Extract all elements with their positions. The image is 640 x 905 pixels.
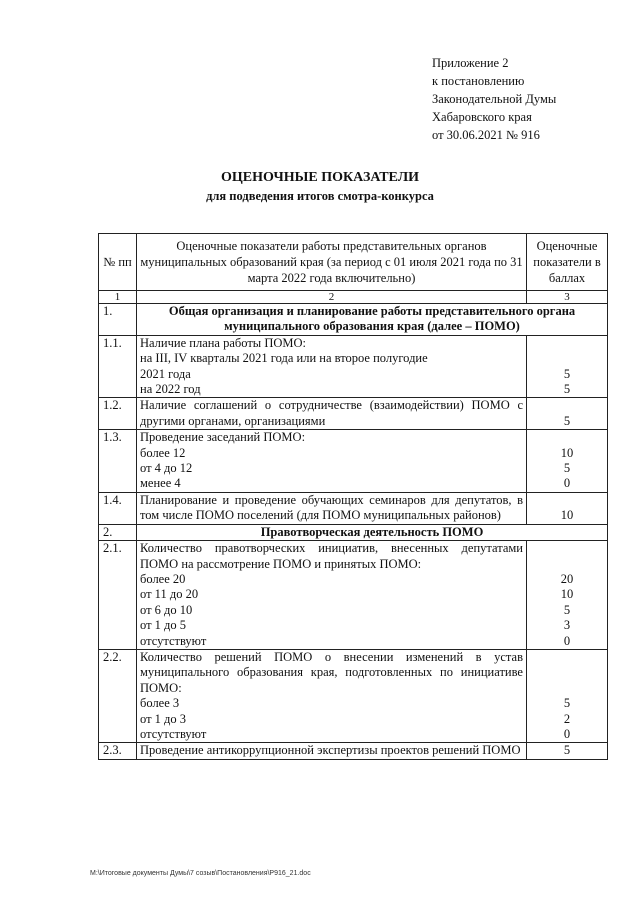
table-row xyxy=(99,492,608,524)
score-value: 5 xyxy=(563,382,571,397)
section-row xyxy=(99,524,608,540)
document-title xyxy=(0,168,640,205)
section-num: 1. xyxy=(99,304,137,336)
appendix-line: Законодательной Думы xyxy=(432,92,557,106)
row-line: от 1 до 5 xyxy=(140,618,187,633)
table-row xyxy=(99,743,608,759)
table-row xyxy=(99,335,608,398)
section-title: Общая организация и планирование работы представительного органа муниципального образования края (далее – ПОМО) xyxy=(137,304,608,336)
row-score xyxy=(527,430,608,493)
row-desc: Планирование и проведение обучающих семинаров для депутатов, в том числе ПОМО поселений (для ПОМО муниципальных районов) xyxy=(137,492,527,524)
row-score: 5 xyxy=(527,398,608,430)
col-number: 2 xyxy=(137,291,527,304)
col-number: 1 xyxy=(99,291,137,304)
column-number-row xyxy=(99,291,608,304)
header-score: Оценочные показатели в баллах xyxy=(527,234,608,291)
row-num: 1.2. xyxy=(99,398,137,430)
table-row xyxy=(99,398,608,430)
row-desc xyxy=(137,649,527,742)
table-row xyxy=(99,430,608,493)
row-line: отсутствуют xyxy=(140,633,207,648)
score-value: 10 xyxy=(560,587,574,602)
row-num: 1.3. xyxy=(99,430,137,493)
score-value: 3 xyxy=(563,618,571,633)
indicators-table xyxy=(98,233,608,760)
title-sub: для подведения итогов смотра-конкурса xyxy=(206,189,434,203)
row-line: более 20 xyxy=(140,571,186,586)
title-main: ОЦЕНОЧНЫЕ ПОКАЗАТЕЛИ xyxy=(220,170,420,185)
row-intro: Количество правотворческих инициатив, внесенных депутатами ПОМО на рассмотрение ПОМО и принятых ПОМО: xyxy=(140,541,523,571)
row-desc: Проведение антикоррупционной экспертизы проектов решений ПОМО xyxy=(137,743,527,759)
appendix-block xyxy=(432,54,556,144)
score-value: 5 xyxy=(563,461,571,476)
table-header-row xyxy=(99,234,608,291)
score-value: 20 xyxy=(560,571,574,586)
row-line: менее 4 xyxy=(140,476,181,491)
score-value: 5 xyxy=(563,696,571,711)
row-num: 2.2. xyxy=(99,649,137,742)
row-line: на III, IV кварталы 2021 года или на второе полугодие xyxy=(140,351,428,366)
row-line: более 3 xyxy=(140,696,180,711)
score-value: 0 xyxy=(563,633,571,648)
file-path-footer: М:\Итоговые документы Думы\7 созыв\Постановления\Р916_21.doc xyxy=(90,870,311,877)
section-row xyxy=(99,304,608,336)
row-num: 2.1. xyxy=(99,541,137,650)
row-score: 10 xyxy=(527,492,608,524)
section-title: Правотворческая деятельность ПОМО xyxy=(137,524,608,540)
table-row xyxy=(99,649,608,742)
row-num: 2.3. xyxy=(99,743,137,759)
row-line: отсутствуют xyxy=(140,726,207,741)
appendix-line: Приложение 2 xyxy=(432,56,509,70)
table-row xyxy=(99,541,608,650)
row-score: 5 xyxy=(527,743,608,759)
row-score xyxy=(527,541,608,650)
section-num: 2. xyxy=(99,524,137,540)
row-desc xyxy=(137,335,527,398)
row-score xyxy=(527,649,608,742)
score-value: 2 xyxy=(563,711,571,726)
score-value: 5 xyxy=(563,366,571,381)
row-desc: Наличие соглашений о сотрудничестве (взаимодействии) ПОМО с другими органами, организациями xyxy=(137,398,527,430)
score-value: 0 xyxy=(563,726,571,741)
row-line: от 1 до 3 xyxy=(140,711,187,726)
row-desc xyxy=(137,430,527,493)
row-line: от 4 до 12 xyxy=(140,461,193,476)
row-line: 2021 года xyxy=(140,366,191,381)
appendix-line: Хабаровского края xyxy=(432,110,532,124)
appendix-line: к постановлению xyxy=(432,74,525,88)
header-num: № пп xyxy=(99,234,137,291)
row-line: более 12 xyxy=(140,445,186,460)
row-line: Проведение заседаний ПОМО: xyxy=(140,430,306,445)
row-line: от 6 до 10 xyxy=(140,602,193,617)
row-line: от 11 до 20 xyxy=(140,587,199,602)
row-line: Наличие плана работы ПОМО: xyxy=(140,335,306,350)
row-intro: Количество решений ПОМО о внесении изменений в устав муниципального образования края, подготовленных по инициативе ПОМО: xyxy=(140,649,523,695)
score-value: 5 xyxy=(563,602,571,617)
score-value: 0 xyxy=(563,476,571,491)
row-desc xyxy=(137,541,527,650)
col-number: 3 xyxy=(527,291,608,304)
header-desc: Оценочные показатели работы представительных органов муниципальных образований края (за период с 01 июля 2021 года по 31 марта 2022 года включительно) xyxy=(137,234,527,291)
score-value: 10 xyxy=(560,445,574,460)
row-num: 1.4. xyxy=(99,492,137,524)
row-score xyxy=(527,335,608,398)
appendix-line: от 30.06.2021 № 916 xyxy=(432,128,540,142)
row-line: на 2022 год xyxy=(140,382,201,397)
row-num: 1.1. xyxy=(99,335,137,398)
